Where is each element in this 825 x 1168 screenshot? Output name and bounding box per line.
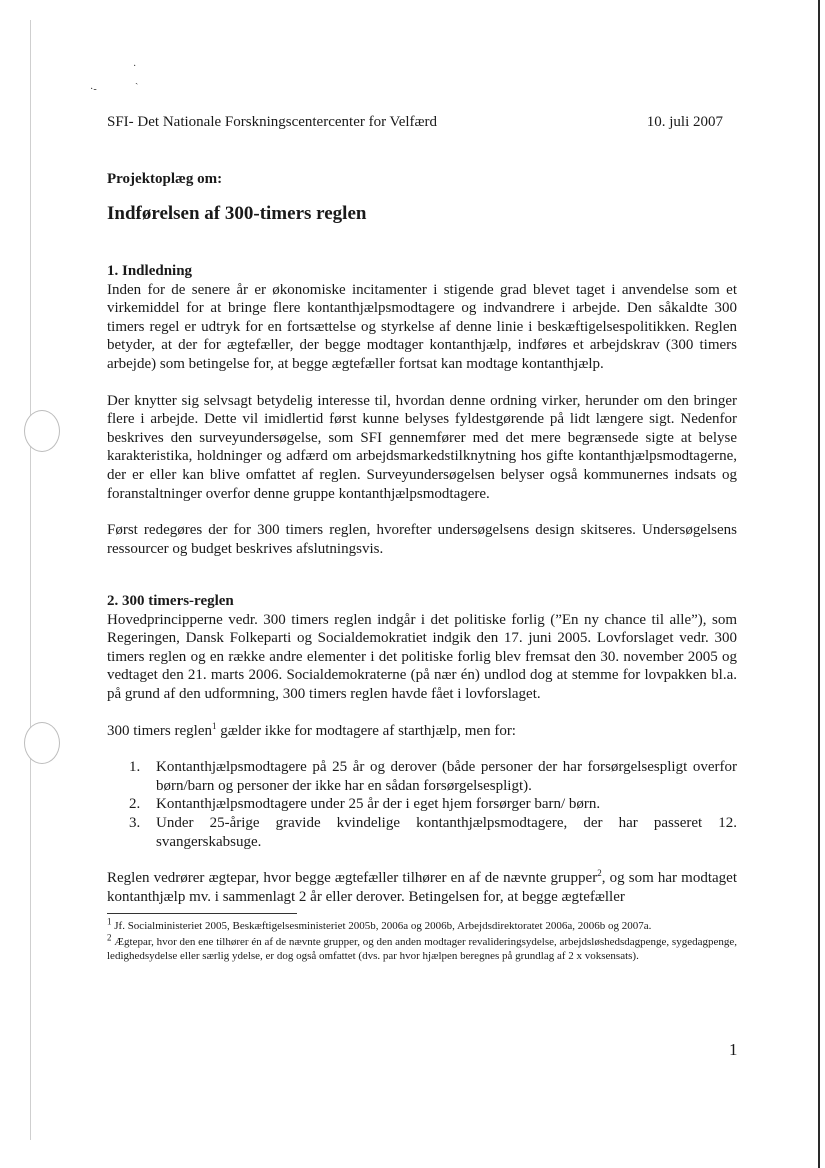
- page-number: 1: [729, 1040, 738, 1059]
- scan-edge-right: [818, 0, 820, 1168]
- eligibility-list: [107, 758, 737, 851]
- organization-name: SFI- Det Nationale Forskningscentercenter for Velfærd: [107, 114, 438, 130]
- document-date: 10. juli 2007: [646, 114, 723, 130]
- paragraph: Der knytter sig selvsagt betydelig interesse til, hvordan denne ordning virker, herunder om den bringer flere i arbejde. Dette vil imidlertid først kunne belyses fyldestgørende på lidt længere sigt. Nedenfor beskrives den surveyundersøgelse, som SFI gennemfører med det mere begrænsede sigte at belyse karakteristika, holdninger og adfærd om arbejdsmarkedstilknytning hos gifte kontanthjælpsmodtagerne, der er eller kan blive omfattet af reglen. Surveyundersøgelsen belyser også kommunernes indsats og foranstaltninger overfor denne gruppe kontanthjælpsmodtagere.: [107, 392, 737, 502]
- footnote: $^1$ Jf. Socialministeriet 2005, Beskæftigelsesministeriet 2005b, 2006a og 2006b, Arbejdsdirektoratet 2006a, 2006b og 2007a.: [107, 916, 652, 932]
- footnote: $^2$ Ægtepar, hvor den ene tilhører én af de nævnte grupper, og den anden modtager revalideringsydelse, arbejdsløshedsdagpenge, sygedagpenge, ledighedsydelse eller særlig ydelse, er dog også omfattet (dvs. par hvor hjælpen beregnes på grundlag af 2 x voksensats).: [107, 932, 737, 962]
- paragraph: Først redegøres der for 300 timers reglen, hvorefter undersøgelsens design skitseres. Undersøgelsens ressourcer og budget beskrives afslutningsvis.: [107, 522, 737, 557]
- paragraph: Inden for de senere år er økonomiske incitamenter i stigende grad blevet taget i anvendelse som et virkemiddel for at bringe flere kontanthjælpsmodtagere og indvandrere i arbejde. Den såkaldte 300 timers regel er udtryk for en fortsættelse og styrkelse af denne linie i beskæftigelsespolitikken. Reglen betyder, at der for ægtefæller, der begge modtager kontanthjælp, indføres et arbejdskrav (300 timers arbejde) som betingelse for, at begge ægtefæller fortsat kan modtage kontanthjælp.: [107, 281, 737, 372]
- section-heading: 1. Indledning: [107, 263, 193, 279]
- footnotes: [107, 916, 737, 965]
- paragraph: Hovedprincipperne vedr. 300 timers reglen indgår i det politiske forlig (”En ny chance til alle”), som Regeringen, Dansk Folkeparti og Socialdemokratiet indgik den 17. juni 2005. Lovforslaget vedr. 300 timers reglen og en række andre elementer i det politiske forlig blev fremsat den 30. november 2005 og vedtaget den 21. marts 2006. Socialdemokraterne (på nær én) undlod dog at stemme for lovpakken bl.a. på grund af den udformning, 300 timers reglen havde fået i lovforslaget.: [107, 611, 737, 702]
- scan-speck: ·: [133, 61, 137, 72]
- scan-speck: ˎ: [135, 74, 139, 85]
- section-300-timers-reglen: [107, 592, 737, 906]
- section-heading: 2. 300 timers-reglen: [107, 593, 234, 609]
- section-introduction: [107, 262, 737, 558]
- list-item: 1. Kontanthjælpsmodtagere på 25 år og derover (både personer der har forsørgelsespligt overfor børn/barn og personer der ikke har en sådan forsørgelsespligt).: [129, 759, 737, 794]
- punch-hole-bottom: [24, 722, 60, 764]
- project-label: Projektoplæg om:: [107, 171, 223, 187]
- document-title: Indførelsen af 300-timers reglen: [107, 203, 367, 224]
- document-header: [107, 114, 723, 131]
- scan-edge-left: [30, 20, 31, 1140]
- scan-speck: ·-: [90, 84, 97, 95]
- paragraph-intro: 300 timers reglen$^1$ gælder ikke for modtagere af starthjælp, men for:: [107, 720, 516, 739]
- footnote-ref: 2: [597, 868, 602, 879]
- footnote-ref: 1: [211, 720, 217, 731]
- punch-hole-top: [24, 410, 60, 452]
- footnote-separator: [107, 913, 297, 914]
- list-item: 3. Under 25-årige gravide kvindelige kontanthjælpsmodtagere, der har passeret 12. svangerskabsuge.: [129, 814, 737, 850]
- paragraph: Reglen vedrører ægtepar, hvor begge ægtefæller tilhører en af de nævnte grupper$^2$, og som har modtaget kontanthjælp mv. i sammenlagt 2 år eller derover. Betingelsen for, at begge ægtefæller: [107, 868, 737, 905]
- list-item: 2. Kontanthjælpsmodtagere under 25 år der i eget hjem forsørger barn/ børn.: [129, 796, 601, 813]
